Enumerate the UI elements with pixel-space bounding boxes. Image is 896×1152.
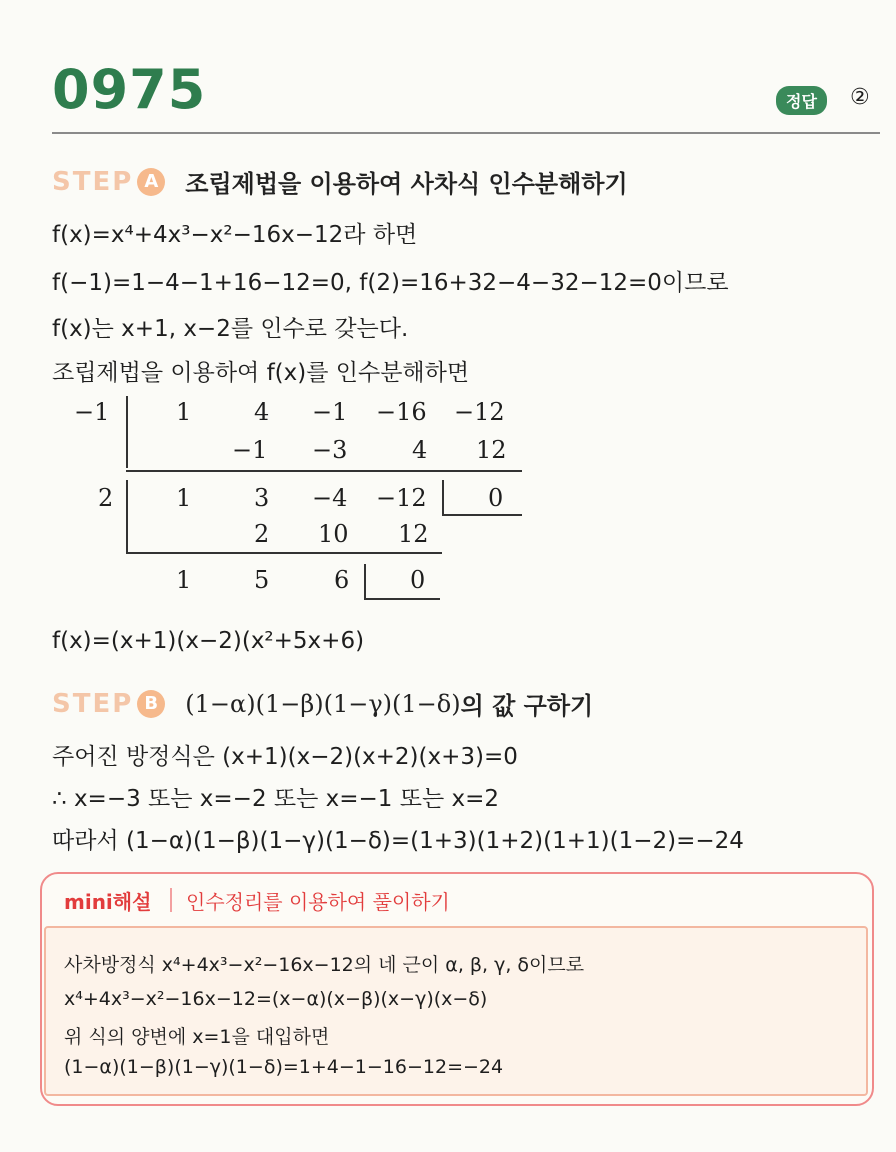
header-divider — [52, 132, 880, 134]
row1-cell: −12 — [454, 398, 505, 426]
answer-value: ② — [850, 85, 870, 110]
row5-cell: 5 — [254, 566, 270, 594]
row2-cell: −1 — [232, 436, 268, 464]
mini-separator — [170, 888, 172, 912]
row2-cell: −3 — [312, 436, 348, 464]
row3-cell: 1 — [176, 484, 192, 512]
step-a-line-4: 조립제법을 이용하여 f(x)를 인수분해하면 — [52, 360, 470, 386]
remainder-bar-1 — [442, 480, 444, 516]
step-a-letter-icon: A — [137, 168, 165, 196]
mini-line-1: 사차방정식 x⁴+4x³−x²−16x−12의 네 근이 α, β, γ, δ이므로 — [64, 954, 585, 976]
row5-cell: 0 — [410, 566, 426, 594]
remainder-line-1 — [442, 514, 522, 516]
row4-cell: 10 — [318, 520, 349, 548]
row3-cell: −12 — [376, 484, 427, 512]
step-a-line-3: f(x)는 x+1, x−2를 인수로 갖는다. — [52, 316, 409, 342]
factored-result: f(x)=(x+1)(x−2)(x²+5x+6) — [52, 628, 365, 654]
mini-line-4: (1−α)(1−β)(1−γ)(1−δ)=1+4−1−16−12=−24 — [64, 1056, 504, 1078]
mini-line-2: x⁴+4x³−x²−16x−12=(x−α)(x−β)(x−γ)(x−δ) — [64, 988, 488, 1010]
step-b-title-math: (1−α)(1−β)(1−γ)(1−δ) — [185, 689, 461, 718]
mini-title: 인수정리를 이용하여 풀이하기 — [186, 890, 450, 914]
row4-cell: 12 — [398, 520, 429, 548]
row1-cell: −1 — [312, 398, 348, 426]
row3-cell: 3 — [254, 484, 270, 512]
step-a-heading — [52, 164, 628, 199]
row3-cell: −4 — [312, 484, 348, 512]
step-b-heading — [52, 686, 593, 721]
answer-badge: 정답 — [776, 86, 827, 115]
step-b-letter-icon: B — [137, 690, 165, 718]
step-b-label: STEP — [52, 688, 134, 719]
divisor-2: 2 — [98, 484, 114, 512]
step-b-title-text: 의 값 구하기 — [460, 692, 594, 720]
row5-cell: 6 — [334, 566, 350, 594]
division-line-1 — [126, 470, 522, 472]
division-line-2 — [126, 552, 442, 554]
row2-cell: 12 — [476, 436, 507, 464]
step-a-line-2: f(−1)=1−4−1+16−12=0, f(2)=16+32−4−32−12=0이므로 — [52, 270, 729, 296]
mini-tag: mini해설 — [64, 890, 152, 914]
step-a-label: STEP — [52, 166, 134, 197]
step-b-line-1: 주어진 방정식은 (x+1)(x−2)(x+2)(x+3)=0 — [52, 744, 518, 770]
step-a-title: 조립제법을 이용하여 사차식 인수분해하기 — [185, 170, 628, 198]
row3-cell: 0 — [488, 484, 504, 512]
row5-cell: 1 — [176, 566, 192, 594]
row1-cell: 1 — [176, 398, 192, 426]
remainder-line-2 — [364, 598, 440, 600]
step-b-line-2: ∴ x=−3 또는 x=−2 또는 x=−1 또는 x=2 — [52, 786, 499, 812]
division-bar-1 — [126, 396, 128, 468]
step-a-line-1: f(x)=x⁴+4x³−x²−16x−12라 하면 — [52, 222, 418, 248]
row2-cell: 4 — [412, 436, 428, 464]
mini-line-3: 위 식의 양변에 x=1을 대입하면 — [64, 1026, 330, 1048]
row1-cell: 4 — [254, 398, 270, 426]
row4-cell: 2 — [254, 520, 270, 548]
row1-cell: −16 — [376, 398, 427, 426]
problem-number: 0975 — [52, 58, 207, 121]
divisor-1: −1 — [74, 398, 110, 426]
remainder-bar-2 — [364, 564, 366, 600]
step-b-line-3: 따라서 (1−α)(1−β)(1−γ)(1−δ)=(1+3)(1+2)(1+1)(1−2)=−24 — [52, 828, 744, 854]
division-bar-2 — [126, 480, 128, 552]
